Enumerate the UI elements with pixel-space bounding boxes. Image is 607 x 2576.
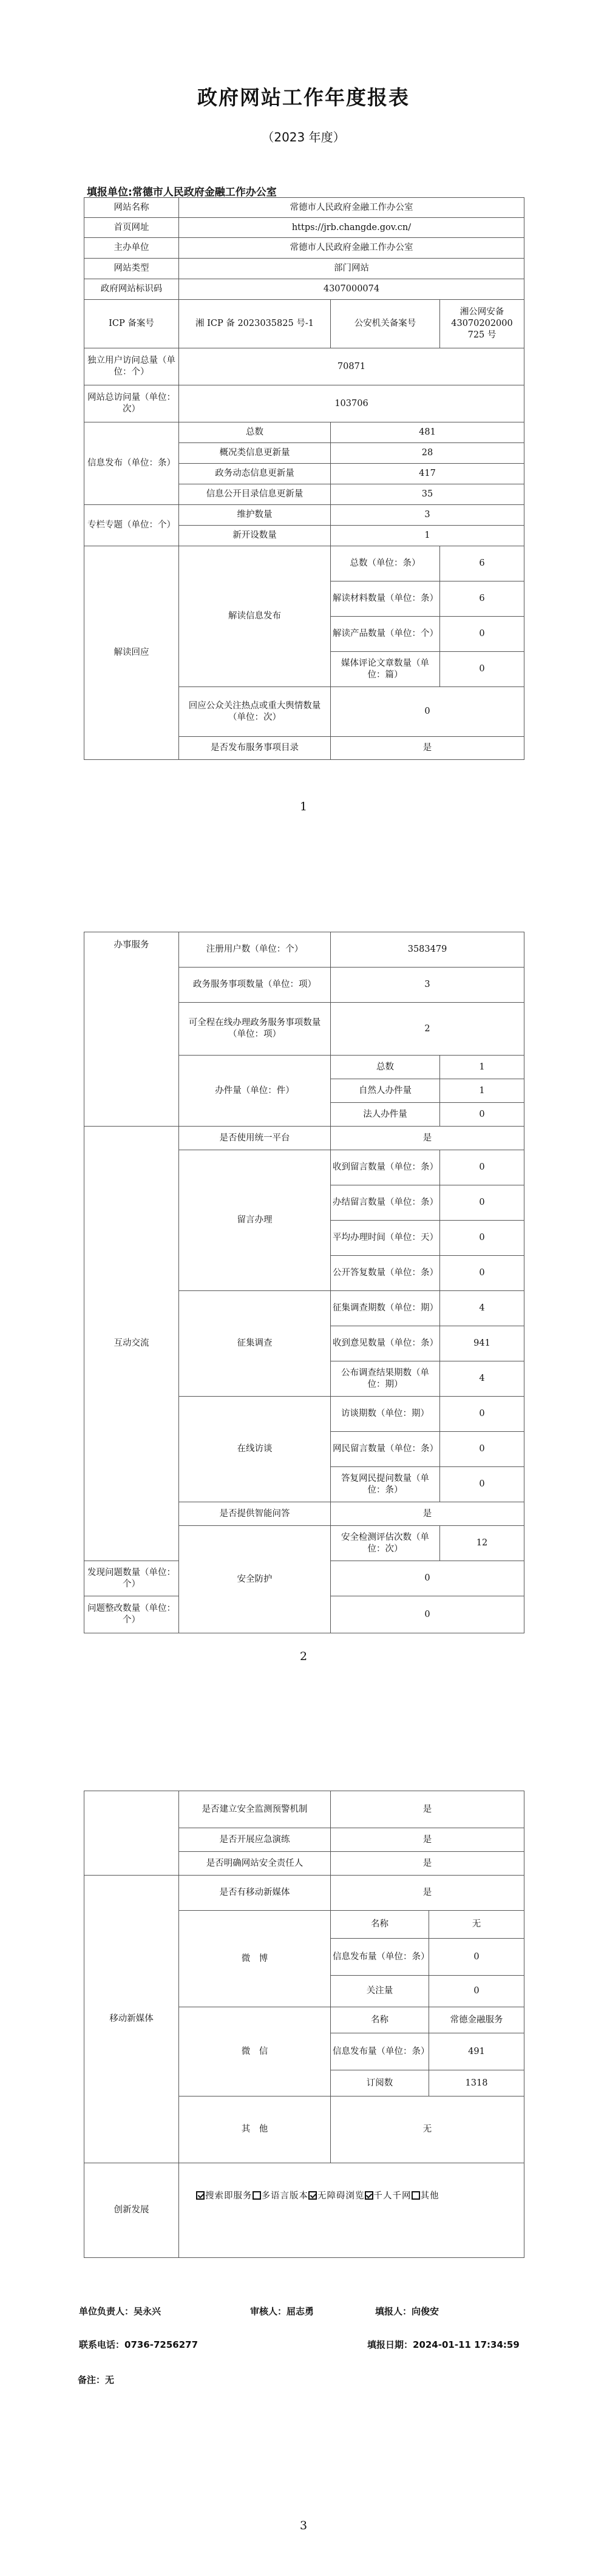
mobile-has-label: 是否有移动新媒体: [179, 1876, 331, 1911]
survey-row-value: 941: [440, 1326, 524, 1361]
checkbox-checked-icon[interactable]: [365, 2191, 373, 2200]
interview-label: 在线访谈: [179, 1397, 331, 1502]
other-media-value: 无: [331, 2096, 524, 2163]
home-url-value[interactable]: https://jrb.changde.gov.cn/: [179, 218, 524, 238]
innovation-label: 创新发展: [84, 2163, 179, 2258]
message-row-value: 0: [440, 1185, 524, 1221]
wechat-label: 微 信: [179, 2007, 331, 2096]
innovation-option-accessible[interactable]: 无障碍浏览: [308, 2191, 365, 2201]
info-row-value: 28: [331, 443, 524, 464]
security-row-value: 0: [331, 1561, 524, 1596]
weibo-row-label: 名称: [331, 1911, 429, 1939]
message-row-label: 办结留言数量（单位：条）: [331, 1185, 440, 1221]
message-row-value: 0: [440, 1221, 524, 1256]
columns-row-label: 新开设数量: [179, 526, 331, 546]
messages-label: 留言办理: [179, 1150, 331, 1291]
info-row-label: 概况类信息更新量: [179, 443, 331, 464]
innovation-option-personalized[interactable]: 千人千网: [365, 2191, 412, 2201]
info-publish-label: 信息发布（单位：条）: [84, 422, 179, 505]
remark: 备注：无: [78, 2374, 115, 2385]
filler: 填报人：向俊安: [375, 2306, 439, 2317]
security-row-label: 发现问题数量（单位：个）: [84, 1561, 179, 1596]
message-row-value: 0: [440, 1150, 524, 1185]
innovation-option-multilang[interactable]: 多语言版本: [253, 2191, 309, 2201]
weibo-row-value: 0: [429, 1976, 524, 2007]
pv-label: 网站总访问量（单位：次）: [84, 385, 179, 422]
columns-row-label: 维护数量: [179, 505, 331, 526]
case-row-label: 自然人办件量: [331, 1079, 440, 1103]
interview-row-label: 访谈期数（单位：期）: [331, 1397, 440, 1432]
platform-value: 是: [331, 1127, 524, 1150]
info-row-value: 417: [331, 464, 524, 484]
catalog-label: 是否发布服务事项目录: [179, 737, 331, 760]
interpretation-row-label: 解读产品数量（单位：个）: [331, 617, 440, 652]
message-row-label: 收到留言数量（单位：条）: [331, 1150, 440, 1185]
unit-leader: 单位负责人：吴永兴: [79, 2306, 161, 2317]
pv-value: 103706: [179, 385, 524, 422]
case-row-value: 1: [440, 1056, 524, 1079]
survey-label: 征集调查: [179, 1291, 331, 1397]
report-title: 政府网站工作年度报表: [197, 86, 410, 109]
police-label: 公安机关备案号: [331, 300, 440, 348]
reviewer: 审核人：屈志勇: [250, 2306, 314, 2317]
innovation-options: [179, 2163, 524, 2258]
security-continued-blank: [84, 1791, 179, 1876]
interview-row-label: 答复网民提问数量（单位：条）: [331, 1467, 440, 1502]
host-value: 常德市人民政府金融工作办公室: [179, 238, 524, 259]
message-row-label: 平均办理时间（单位：天）: [331, 1221, 440, 1256]
site-name-label: 网站名称: [84, 198, 179, 218]
interpretation-row-value: 0: [440, 652, 524, 687]
security-row-label: 安全检测评估次数（单位：次）: [331, 1526, 440, 1561]
survey-row-label: 收到意见数量（单位：条）: [331, 1326, 440, 1361]
wechat-row-label: 订阅数: [331, 2070, 429, 2096]
info-row-value: 481: [331, 422, 524, 443]
innovation-option-search[interactable]: 搜索即服务: [196, 2191, 253, 2201]
report-year: （2023 年度）: [262, 130, 345, 144]
checkbox-checked-icon[interactable]: [308, 2191, 317, 2200]
interpretation-row-value: 6: [440, 546, 524, 581]
interview-row-value: 0: [440, 1467, 524, 1502]
checkbox-checked-icon[interactable]: [196, 2191, 205, 2200]
message-row-value: 0: [440, 1256, 524, 1291]
interpretation-publish-label: 解读信息发布: [179, 546, 331, 687]
interview-row-value: 0: [440, 1397, 524, 1432]
contact-phone: 联系电话：0736-7256277: [79, 2339, 198, 2350]
mobile-label: 移动新媒体: [84, 1876, 179, 2163]
checkbox-unchecked-icon[interactable]: [253, 2191, 261, 2200]
report-table-page-1: [84, 197, 524, 760]
interpretation-row-label: 媒体评论文章数量（单位：篇）: [331, 652, 440, 687]
weibo-row-value: 无: [429, 1911, 524, 1939]
checkbox-unchecked-icon[interactable]: [412, 2191, 420, 2200]
service-items-value: 3: [331, 968, 524, 1003]
platform-label: 是否使用统一平台: [179, 1127, 331, 1150]
site-type-value: 部门网站: [179, 259, 524, 279]
wechat-row-label: 名称: [331, 2007, 429, 2033]
security-row-label: 是否开展应急演练: [179, 1828, 331, 1852]
columns-label: 专栏专题（单位：个）: [84, 505, 179, 546]
security-row-label: 是否明确网站安全责任人: [179, 1852, 331, 1876]
case-row-label: 法人办件量: [331, 1103, 440, 1127]
home-url-label: 首页网址: [84, 218, 179, 238]
security-row-label: 问题整改数量（单位：个）: [84, 1596, 179, 1633]
survey-row-value: 4: [440, 1291, 524, 1326]
site-code-value: 4307000074: [179, 279, 524, 300]
police-value: 湘公网安备 43070202000 725 号: [440, 300, 524, 348]
interaction-label: 互动交流: [84, 1127, 179, 1561]
service-items-label: 政务服务事项数量（单位：项）: [179, 968, 331, 1003]
info-row-label: 总数: [179, 422, 331, 443]
wechat-row-value: 491: [429, 2033, 524, 2070]
survey-row-value: 4: [440, 1361, 524, 1397]
info-row-label: 信息公开目录信息更新量: [179, 484, 331, 505]
weibo-row-label: 信息发布量（单位：条）: [331, 1939, 429, 1976]
weibo-row-value: 0: [429, 1939, 524, 1976]
columns-row-value: 3: [331, 505, 524, 526]
cases-label: 办件量（单位：件）: [179, 1056, 331, 1127]
report-table-page-2: [84, 932, 524, 1633]
host-label: 主办单位: [84, 238, 179, 259]
other-media-label: 其 他: [179, 2096, 331, 2163]
fill-date: 填报日期：2024-01-11 17:34:59: [367, 2339, 520, 2350]
info-row-value: 35: [331, 484, 524, 505]
interpretation-row-label: 解读材料数量（单位：条）: [331, 581, 440, 617]
report-table-page-3: [84, 1791, 524, 2258]
interpretation-row-value: 6: [440, 581, 524, 617]
online-items-value: 2: [331, 1003, 524, 1056]
hotspot-label: 回应公众关注热点或重大舆情数量（单位：次）: [179, 687, 331, 737]
smartqa-value: 是: [331, 1502, 524, 1526]
hotspot-value: 0: [331, 687, 524, 737]
registered-label: 注册用户数（单位：个）: [179, 932, 331, 968]
case-row-label: 总数: [331, 1056, 440, 1079]
security-row-label: 是否建立安全监测预警机制: [179, 1791, 331, 1828]
registered-value: 3583479: [331, 932, 524, 968]
site-code-label: 政府网站标识码: [84, 279, 179, 300]
interpretation-row-value: 0: [440, 617, 524, 652]
wechat-row-value: 常德金融服务: [429, 2007, 524, 2033]
mobile-has-value: 是: [331, 1876, 524, 1911]
interview-row-label: 网民留言数量（单位：条）: [331, 1432, 440, 1467]
message-row-label: 公开答复数量（单位：条）: [331, 1256, 440, 1291]
site-type-label: 网站类型: [84, 259, 179, 279]
online-items-label: 可全程在线办理政务服务事项数量（单位：项）: [179, 1003, 331, 1056]
survey-row-label: 公布调查结果期数（单位：期）: [331, 1361, 440, 1397]
icp-label: ICP 备案号: [84, 300, 179, 348]
security-row-value: 是: [331, 1791, 524, 1828]
uv-value: 70871: [179, 348, 524, 385]
interview-row-value: 0: [440, 1432, 524, 1467]
page-number: 3: [299, 2519, 308, 2532]
security-row-value: 0: [331, 1596, 524, 1633]
page-number: 2: [299, 1650, 308, 1663]
services-label: 办事服务: [84, 932, 179, 1127]
fill-unit: 填报单位:常德市人民政府金融工作办公室: [87, 186, 277, 198]
case-row-value: 1: [440, 1079, 524, 1103]
page-number: 1: [299, 800, 308, 813]
weibo-label: 微 博: [179, 1911, 331, 2007]
columns-row-value: 1: [331, 526, 524, 546]
wechat-row-label: 信息发布量（单位：条）: [331, 2033, 429, 2070]
security-row-value: 是: [331, 1852, 524, 1876]
info-row-label: 政务动态信息更新量: [179, 464, 331, 484]
icp-value: 湘 ICP 备 2023035825 号-1: [179, 300, 331, 348]
survey-row-label: 征集调查期数（单位：期）: [331, 1291, 440, 1326]
catalog-value: 是: [331, 737, 524, 760]
interpretation-label: 解读回应: [84, 546, 179, 760]
interpretation-row-label: 总数（单位：条）: [331, 546, 440, 581]
smartqa-label: 是否提供智能问答: [179, 1502, 331, 1526]
security-row-value: 12: [440, 1526, 524, 1561]
weibo-row-label: 关注量: [331, 1976, 429, 2007]
wechat-row-value: 1318: [429, 2070, 524, 2096]
site-name-value: 常德市人民政府金融工作办公室: [179, 198, 524, 218]
uv-label: 独立用户访问总量（单位：个）: [84, 348, 179, 385]
security-row-value: 是: [331, 1828, 524, 1852]
innovation-option-other[interactable]: 其他: [412, 2191, 439, 2201]
case-row-value: 0: [440, 1103, 524, 1127]
security-label: 安全防护: [179, 1526, 331, 1633]
